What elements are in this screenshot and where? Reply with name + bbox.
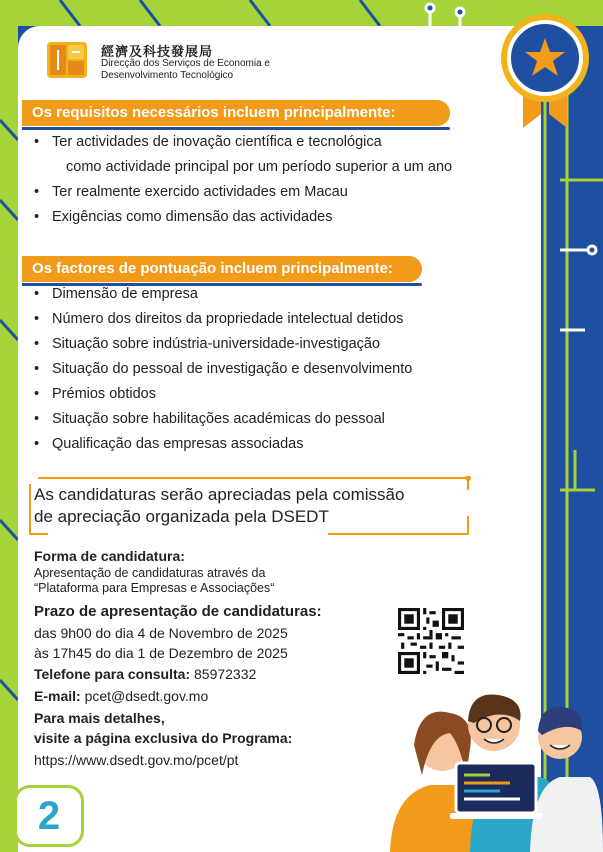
- people-illustration: [390, 685, 603, 852]
- list-item: • Situação sobre habilitações académicas do pessoal: [34, 407, 412, 432]
- list-item: • Dimensão de empresa: [34, 282, 412, 307]
- deadline-label: Prazo de apresentação de candidaturas:: [34, 603, 322, 620]
- email-address[interactable]: pcet@dsedt.gov.mo: [80, 688, 209, 704]
- committee-text: [34, 484, 404, 528]
- org-name-portuguese-line1: Direcção dos Serviços de Economia e: [101, 58, 270, 69]
- application-form-line1: Apresentação de candidaturas através da: [34, 566, 266, 580]
- list-item: • Situação do pessoal de investigação e desenvolvimento: [34, 357, 412, 382]
- factors-list: [34, 282, 412, 457]
- list-item: • Ter realmente exercido actividades em Macau: [34, 180, 452, 205]
- phone-label: Telefone para consulta:: [34, 666, 191, 682]
- medal-star-icon: [497, 10, 593, 130]
- committee-line2: de apreciação organizada pela DSEDT: [34, 507, 329, 526]
- list-item: • Qualificação das empresas associadas: [34, 432, 412, 457]
- committee-line1: As candidaturas serão apreciadas pela comissão: [34, 485, 405, 504]
- list-item: • Ter actividades de inovação científica e tecnológica: [34, 130, 452, 155]
- deadline-end: às 17h45 do dia 1 de Dezembro de 2025: [34, 645, 288, 661]
- email-label: E-mail:: [34, 688, 81, 704]
- org-name-portuguese-line2: Desenvolvimento Tecnológico: [101, 70, 234, 81]
- phone-line: [34, 666, 256, 682]
- org-name-chinese: 經濟及科技發展局: [101, 44, 214, 59]
- details-line1: Para mais detalhes,: [34, 710, 165, 726]
- application-form-label: Forma de candidatura:: [34, 548, 185, 564]
- list-item-continuation: como actividade principal por um período superior a um ano: [66, 159, 453, 175]
- email-line: [34, 688, 208, 704]
- page-number-text: 2: [37, 794, 61, 838]
- phone-number[interactable]: 85972332: [190, 666, 257, 682]
- list-item: • Exigências como dimensão das actividades: [34, 205, 452, 230]
- deadline-start: das 9h00 do dia 4 de Novembro de 2025: [34, 625, 288, 641]
- requirements-list: [34, 130, 452, 230]
- list-item: • Número dos direitos da propriedade intelectual detidos: [34, 307, 412, 332]
- application-form-line2: “Plataforma para Empresas e Associações“: [34, 581, 275, 595]
- list-item: • Prémios obtidos: [34, 382, 412, 407]
- list-item: • Situação sobre indústria-universidade-investigação: [34, 332, 412, 357]
- qr-code[interactable]: [398, 608, 464, 674]
- dsedt-logo: [47, 42, 87, 78]
- program-url-link[interactable]: https://www.dsedt.gov.mo/pcet/pt: [34, 752, 239, 768]
- factors-heading: Os factores de pontuação incluem principalmente:: [22, 256, 422, 282]
- requirements-heading: Os requisitos necessários incluem principalmente:: [22, 100, 450, 126]
- details-line2: visite a página exclusiva do Programa:: [34, 730, 293, 746]
- page-number: [14, 785, 84, 847]
